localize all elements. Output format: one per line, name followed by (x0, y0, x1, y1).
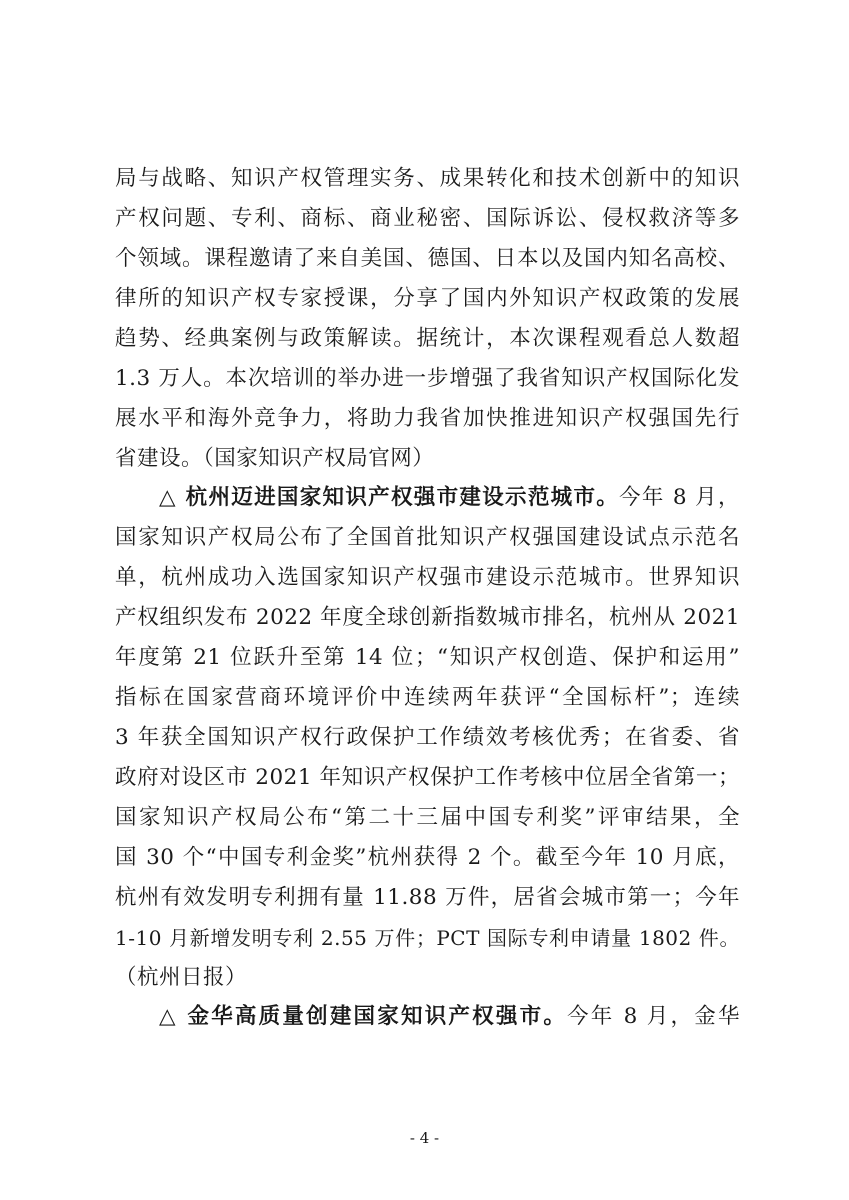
text-line: 省建设。（国家知识产权局官网） (115, 446, 435, 471)
text-line: 年度第 21 位跃升至第 14 位；“知识产权创造、保护和运用” (115, 645, 740, 670)
text-line: 个领域。课程邀请了来自美国、德国、日本以及国内知名高校、 (115, 246, 740, 271)
paragraph-lead-text: 今年 8 月，金华 (567, 1004, 740, 1029)
text-line: 趋势、经典案例与政策解读。据统计，本次课程观看总人数超 (115, 326, 740, 351)
text-line: 国 30 个“中国专利金奖”杭州获得 2 个。截至今年 10 月底， (115, 845, 740, 870)
paragraph-heading: △ 杭州迈进国家知识产权强市建设示范城市。 (159, 485, 620, 510)
paragraph-first-line (159, 478, 740, 518)
text-line: 指标在国家营商环境评价中连续两年获评“全国标杆”；连续 (115, 685, 740, 710)
text-line: 1-10 月新增发明专利 2.55 万件；PCT 国际专利申请量 1802 件。 (115, 926, 740, 950)
paragraph-first-line (159, 997, 740, 1037)
paragraph-heading: △ 金华高质量创建国家知识产权强市。 (159, 1004, 568, 1029)
paragraph-lead-text: 今年 8 月， (619, 485, 740, 510)
text-line: 1.3 万人。本次培训的举办进一步增强了我省知识产权国际化发 (115, 366, 740, 391)
text-line: 3 年获全国知识产权行政保护工作绩效考核优秀；在省委、省 (115, 725, 740, 750)
text-line: 国家知识产权局公布“第二十三届中国专利奖”评审结果，全 (115, 805, 740, 830)
text-line: 产权问题、专利、商标、商业秘密、国际诉讼、侵权救济等多 (115, 206, 740, 231)
page-number: - 4 - (409, 1129, 440, 1147)
text-line: 局与战略、知识产权管理实务、成果转化和技术创新中的知识 (115, 166, 740, 191)
text-line: 政府对设区市 2021 年知识产权保护工作考核中位居全省第一； (115, 765, 740, 790)
text-line: 律所的知识产权专家授课，分享了国内外知识产权政策的发展 (115, 286, 740, 311)
text-line: 国家知识产权局公布了全国首批知识产权强国建设试点示范名 (115, 525, 740, 550)
text-line: 单，杭州成功入选国家知识产权强市建设示范城市。世界知识 (115, 565, 740, 590)
text-line: 展水平和海外竞争力，将助力我省加快推进知识产权强国先行 (115, 406, 740, 431)
text-line: 杭州有效发明专利拥有量 11.88 万件，居省会城市第一；今年 (115, 885, 740, 910)
text-line: （杭州日报） (115, 965, 248, 990)
text-line: 产权组织发布 2022 年度全球创新指数城市排名，杭州从 2021 (115, 605, 740, 630)
